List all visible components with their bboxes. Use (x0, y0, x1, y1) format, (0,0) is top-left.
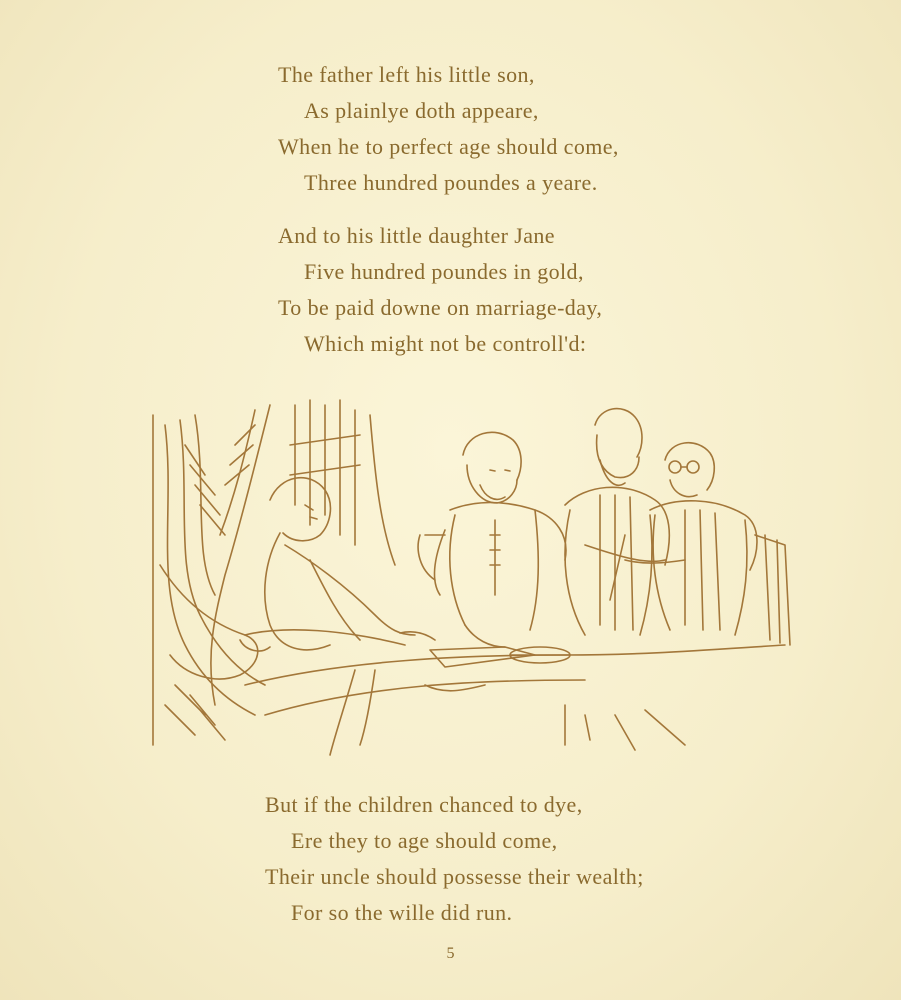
spectacled-man-figure (625, 443, 790, 645)
verse-line: But if the children chanced to dye, (265, 792, 583, 817)
verse-line: The father left his little son, (278, 62, 535, 87)
verse-line: Three hundred poundes a yeare. (304, 170, 598, 195)
old-man-figure (240, 478, 435, 651)
verse-line: As plainlye doth appeare, (304, 98, 539, 123)
verse-line: When he to perfect age should come, (278, 134, 619, 159)
verse-line: Ere they to age should come, (291, 828, 558, 853)
bed-covers (245, 645, 785, 755)
writing-man-figure (418, 432, 566, 647)
curtain (153, 405, 270, 745)
verse-line: For so the wille did run. (291, 900, 513, 925)
stanza-2 (278, 218, 602, 362)
page-number: 5 (446, 945, 455, 962)
verse-line: And to his little daughter Jane (278, 223, 555, 248)
verse-line: Which might not be controll'd: (304, 331, 587, 356)
deathbed-will-illustration (145, 385, 800, 780)
stanza-3 (265, 787, 644, 931)
stanza-1 (278, 57, 619, 201)
verse-line: Five hundred poundes in gold, (304, 259, 584, 284)
verse-line: Their uncle should possesse their wealth; (265, 864, 644, 889)
verse-line: To be paid downe on marriage-day, (278, 295, 603, 320)
